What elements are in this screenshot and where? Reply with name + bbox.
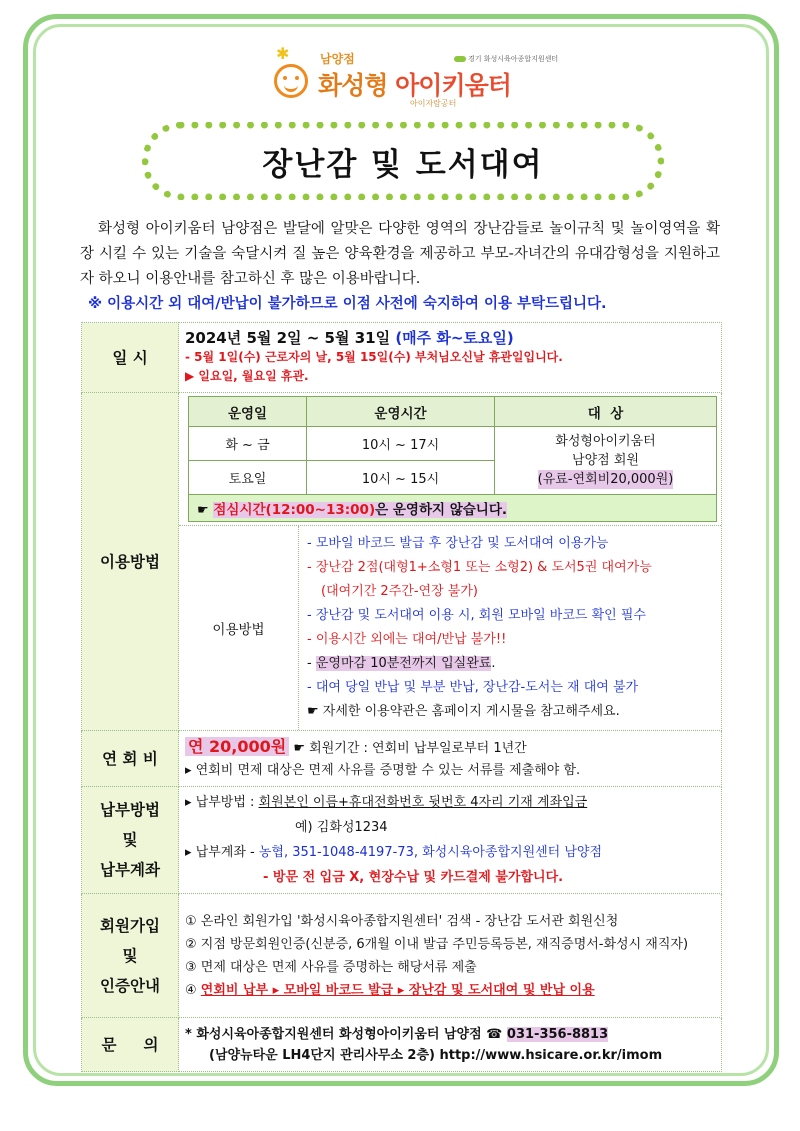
fee-content: [179, 731, 722, 787]
signup-step-4: [185, 979, 715, 1002]
col-target-header: 대 상: [495, 397, 717, 427]
method-item-6-highlight: 운영마감 10분전까지 입실완료: [315, 656, 492, 671]
method-item-3: (대여기간 2주간-연장 불가): [321, 584, 478, 599]
signup-step-2: ② 지점 방문회원인증(신분증, 6개월 이내 발급 주민등록등본, 재직증명서-화성시 재직자): [185, 936, 689, 952]
method-item-8: [307, 700, 652, 724]
logo-org-text: 경기 화성시육아종합지원센터: [468, 55, 559, 63]
fee-label: 연 회 비: [82, 731, 179, 787]
hand-pointing-icon: ☛: [307, 704, 319, 719]
payment-account-text: 농협, 351-1048-4197-73, 화성시육아종합지원센터 남양점: [258, 845, 603, 860]
method-item-8-text: 자세한 이용약관은 홈페이지 게시물을 참고해주세요.: [322, 704, 620, 719]
logo-name-part2: 아이키움터: [395, 71, 511, 100]
usage-content: [179, 393, 722, 731]
fee-amount: 연 20,000원: [185, 737, 289, 756]
page-title: 장난감 및 도서대여: [262, 146, 544, 183]
fee-exempt: ▸ 연회비 면제 대상은 면제 사유를 증명할 수 있는 서류를 제출해야 함.: [185, 762, 581, 778]
title-box: [142, 122, 664, 200]
hand-pointing-icon: ☛: [293, 740, 306, 756]
logo-name: [318, 66, 511, 102]
fee-row: [82, 731, 722, 787]
smiley-face-icon: [274, 64, 308, 98]
schedule-holiday-1: - 5월 1일(수) 근로자의 날, 5월 15일(수) 부처님오신날 휴관일입니다.: [185, 350, 563, 364]
operation-time: 10시 ~ 17시: [307, 427, 495, 461]
target-line-2: 남양점 회원: [572, 453, 639, 468]
method-item-6-prefix: -: [307, 656, 316, 671]
contact-line-1: [185, 1024, 715, 1045]
payment-label: [82, 787, 179, 894]
payment-method: [185, 790, 715, 815]
payment-account-prefix: ▸ 납부계좌 -: [185, 845, 259, 860]
signup-content: [179, 894, 722, 1018]
intro-notice: ※ 이용시간 외 대여/반납이 불가하므로 이점 사전에 숙지하여 이용 부탁드립니다.: [88, 296, 607, 312]
payment-label-3: 납부계좌: [100, 861, 160, 879]
lunch-text: 은 운영하지 않습니다.: [375, 502, 508, 518]
intro-paragraph: 화성형 아이키움터 남양점은 발달에 알맞은 다양한 영역의 장난감들로 놀이규칙 및 놀이영역을 확장 시킬 수 있는 기술을 숙달시켜 질 높은 양육환경을 제공하고 부모-자녀간의 유대감형성을 지원하고자 하오니 이용안내를 참고하신 후 많은 이용바랍니다.: [80, 221, 720, 287]
operation-day: 화 ~ 금: [189, 427, 307, 461]
star-icon: ✱: [276, 44, 290, 63]
payment-row: [82, 787, 722, 894]
signup-label-3: 인증안내: [100, 976, 160, 995]
payment-method-text: 회원본인 이름+휴대전화번호 뒷번호 4자리 기재 계좌입금: [258, 795, 588, 810]
operation-table: [188, 396, 717, 495]
signup-label-2: 및: [122, 946, 138, 965]
info-table: [81, 322, 722, 1072]
usage-row: [82, 393, 722, 731]
payment-method-prefix: ▸ 납부방법 :: [185, 795, 259, 810]
payment-content: [179, 787, 722, 894]
hand-pointing-icon: ☛: [197, 503, 209, 518]
schedule-dates: [185, 329, 715, 348]
logo-name-part1: 화성형: [318, 71, 396, 100]
operation-header-row: [189, 397, 717, 427]
org-logo-icon: [454, 56, 466, 62]
schedule-days: (매주 화~토요일): [395, 329, 514, 347]
method-item-6-suffix: .: [491, 656, 496, 671]
payment-label-2: 및: [122, 831, 138, 849]
signup-row: [82, 894, 722, 1018]
method-item-1: - 모바일 바코드 발급 후 장난감 및 도서대여 이용가능: [307, 536, 609, 551]
contact-row: [82, 1018, 722, 1072]
signup-step-4-text: 연회비 납부 ▸ 모바일 바코드 발급 ▸ 장난감 및 도서대여 및 반납 이용: [200, 982, 595, 998]
logo-sub: 아이자람공터: [410, 99, 457, 108]
contact-label: 문 의: [82, 1018, 179, 1072]
payment-warning: - 방문 전 입금 X, 현장수납 및 카드결제 불가합니다.: [263, 870, 564, 885]
schedule-holiday-2: ▶ 일요일, 월요일 휴관.: [185, 369, 309, 383]
logo-branch: 남양점: [320, 52, 355, 66]
usage-label: 이용방법: [82, 393, 179, 731]
usage-schedule-wrap: [179, 393, 721, 522]
schedule-content: [179, 323, 722, 393]
payment-example: 예) 김화성1234: [295, 820, 388, 835]
target-line-1: 화성형아이키움터: [555, 434, 656, 449]
signup-step-3: ③ 면제 대상은 면제 사유를 증명하는 해당서류 제출: [185, 959, 477, 975]
operation-time: 10시 ~ 15시: [307, 461, 495, 495]
method-label: 이용방법: [179, 526, 299, 730]
col-time-header: 운영시간: [307, 397, 495, 427]
method-item-7: - 대여 당일 반납 및 부분 반납, 장난감-도서는 재 대여 불가: [307, 680, 639, 695]
method-item-6: [307, 652, 652, 676]
operation-row: [189, 427, 717, 461]
schedule-row: [82, 323, 722, 393]
method-item-4: - 장난감 및 도서대여 이용 시, 회원 모바일 바코드 확인 필수: [307, 608, 646, 623]
operation-day: 토요일: [189, 461, 307, 495]
target-line-3: (유료-연회비20,000원): [537, 472, 674, 487]
operation-target: [495, 427, 717, 495]
method-list: [299, 526, 658, 730]
signup-label-1: 회원가입: [100, 916, 160, 935]
signup-step-4-num: ④: [185, 982, 201, 998]
contact-org: * 화성시육아종합지원센터 화성형아이키움터 남양점 ☎: [185, 1026, 503, 1042]
signup-label: [82, 894, 179, 1018]
method-item-5: - 이용시간 외에는 대여/반납 불가!!: [307, 632, 507, 647]
lunch-time: 점심시간(12:00~13:00): [213, 502, 376, 518]
signup-step-1: ① 온라인 회원가입 '화성시육아종합지원센터' 검색 - 장난감 도서관 회원신청: [185, 913, 619, 929]
payment-label-1: 납부방법: [100, 801, 160, 819]
logo: [274, 46, 564, 112]
schedule-label: 일 시: [82, 323, 179, 393]
col-day-header: 운영일: [189, 397, 307, 427]
method-section: [179, 525, 721, 730]
lunch-notice: [188, 495, 717, 522]
schedule-date-range: 2024년 5월 2일 ~ 5월 31일: [185, 329, 391, 347]
contact-phone: 031-356-8813: [506, 1026, 609, 1042]
contact-line-2: (남양뉴타운 LH4단지 관리사무소 2층) http://www.hsicare.or.kr/imom: [209, 1047, 663, 1063]
contact-content: [179, 1018, 722, 1072]
payment-account: [185, 840, 715, 865]
method-item-2: - 장난감 2점(대형1+소형1 또는 소형2) & 도서5권 대여가능: [307, 560, 652, 575]
fee-line-1: [185, 736, 715, 760]
fee-period: 회원기간 : 연회비 납부일로부터 1년간: [309, 740, 527, 756]
logo-org: [454, 54, 558, 64]
